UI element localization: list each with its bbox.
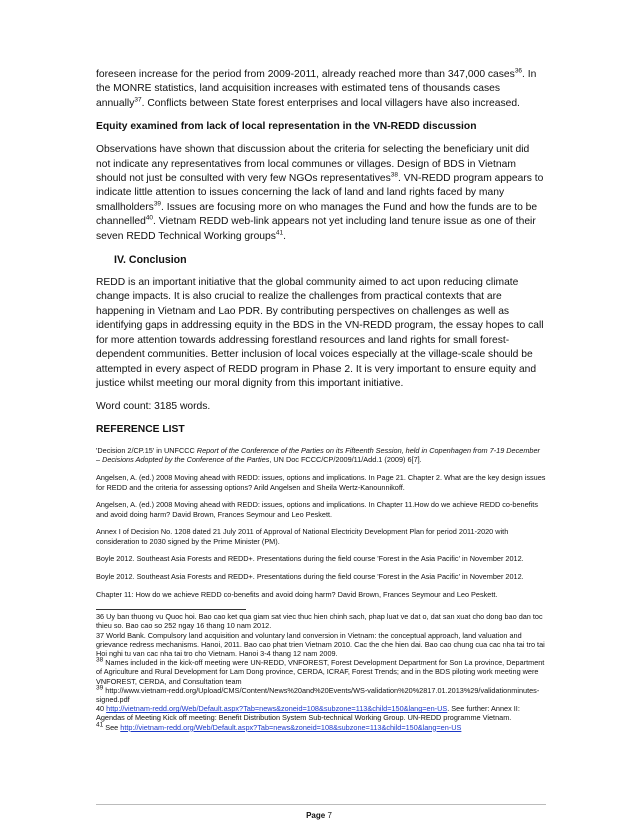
text: . Issues are focusing more on who manages the Fund and how the funds are to be channelled (96, 201, 538, 228)
footnote-ref[interactable]: 36 (514, 67, 523, 75)
section-heading-conclusion: IV. Conclusion (114, 254, 187, 267)
footnote-separator (96, 609, 246, 610)
footer-divider (96, 804, 546, 805)
footnote-number: 38 (96, 656, 104, 664)
reference-item: Chapter 11: How do we achieve REDD co-benefits and avoid doing harm? David Brown, Frances Seymour and Leo Peskett. (96, 589, 498, 599)
document-page (96, 68, 546, 732)
footnote-ref[interactable]: 41 (275, 229, 284, 237)
text: . See further: Annex II: Agendas of Meeting Kick off meeting: Benefit Distribution System Sub-technical Working Group. UN-REDD programme Vietnam. (96, 704, 520, 723)
footnote-37: 37 World Bank. Compulsory land acquisition and voluntary land conversion in Vietnam: the conceptual approach, land valuation and grievance redress mechanisms. Hanoi, 2011. Bao cao phat trien Vietnam 2010. Cac the che hien dai. Bao cao chung cua cac nha tai tro tai Hoi nghi tu van cac nha tai tro cho Vietnam. Hanoi 3-4 thang 12 nam 2009. (96, 630, 545, 659)
text: Report of the Conference of the Parties on its Fifteenth Session, held in Copenhagen from 7-19 December – Decisions Adopted by the Conference of the Parties (96, 445, 540, 465)
text: foreseen increase for the period from 2009-2011, already reached more than 347,000 cases (96, 69, 515, 80)
reference-list-heading: REFERENCE LIST (96, 423, 185, 435)
footnote-link[interactable]: http://vietnam-redd.org/Web/Default.aspx?Tab=news&zoneid=108&subzone=113&child=150&lang=en-US (120, 722, 462, 732)
text: Names included in the kick-off meeting were UN-REDD, VNFOREST, Forest Development Department for Son La province, Department of Agriculture and Rural Development for Lam Dong province, CERDA, ICRAF, Forest Trends; and in the BDS piloting work meeting were VNFOREST, CERDA, and Consultation team (96, 658, 545, 686)
paragraph-land-acquisition (96, 68, 546, 111)
page-number: 7 (327, 811, 332, 820)
text: . In the MONRE statistics, land acquisition increases with estimated tens of thousands cases annually (96, 69, 537, 109)
footnote-link[interactable]: http://vietnam-redd.org/Web/Default.aspx?Tab=news&zoneid=108&subzone=113&child=150&lang=en-US (106, 704, 448, 714)
text: http://www.vietnam-redd.org/Upload/CMS/Content/News%20and%20Events/WS-validation%20%2817.01.2013%29/validationminutes-signed.pdf (96, 685, 540, 705)
text: , UN Doc FCCC/CP/2009/11/Add.1 (2009) 6[7]. (269, 455, 422, 465)
reference-item (96, 446, 546, 465)
footnote-36: 36 Uy ban thuong vu Quoc hoi. Bao cao ket qua giam sat viec thuc hien chinh sach, phap luat ve dat o, dat san xuat cho dong bao dan toc thieu so. Bao cao so 252 ngay 16 thang 10 nam 2012. (96, 612, 543, 631)
paragraph-conclusion: REDD is an important initiative that the global community aimed to act upon reducing climate change impacts. It is also crucial to realize the challenges from practical contexts that are happening in Vietnam and Lao PDR. By contributing perspectives on challenges as well as identifying gaps in addressing equity in the BDS in the VN-REDD program, the essay hopes to call for more attention towards addressing forestland resources and land rights for small forest-dependent communities. Better inclusion of local voices especially at the village-scale should be attempted in every aspect of REDD program in Phase 2. It is very important to ensure equity and justice whilst meeting our moral dignity from this important initiative. (96, 277, 544, 389)
reference-item: Angelsen, A. (ed.) 2008 Moving ahead with REDD: issues, options and implications. In Page 21. Chapter 2. What are the key design issues for REDD and the criteria for assessing options? Arild Angelsen and Sheila Wertz-Kanounnikoff. (96, 472, 546, 492)
section-heading-equity: Equity examined from lack of local representation in the VN-REDD discussion (96, 121, 477, 133)
text: See (103, 722, 121, 732)
reference-item: Annex I of Decision No. 1208 dated 21 July 2011 of Approval of National Electricity Development Plan for period 2011-2020 with consideration to 2030 signed by the Prime Minister (PM). (96, 527, 509, 546)
footnote-ref[interactable]: 37 (134, 96, 142, 104)
text: . (283, 230, 287, 242)
text: Observations have shown that discussion about the criteria for selecting the beneficiary unit did not indicate any representatives from local communes or villages. Design of BDS in Vietnam should not just be consulted with very few NGOs representatives (96, 144, 530, 185)
footnote-ref[interactable]: 38 (390, 171, 398, 179)
text: . Vietnam REDD web-link appears not yet including land tenure issue as one of their seven REDD Technical Working groups (96, 216, 536, 242)
footnote-38 (96, 658, 546, 686)
reference-item: Angelsen, A. (ed.) 2008 Moving ahead with REDD: issues, options and implications. In Chapter 11.How do we achieve REDD co-benefits and avoid doing harm? David Brown, Frances Seymour and Leo Peskett. (96, 500, 538, 519)
footnote-39 (96, 686, 546, 704)
reference-item: Boyle 2012. Southeast Asia Forests and REDD+. Presentations during the field course 'Forest in the Asia Pacific' in November 2012. (96, 554, 524, 564)
footnote-number: 39 (96, 684, 104, 692)
paragraph-equity (96, 143, 546, 244)
page-label: Page (306, 811, 326, 820)
text: 40 (96, 704, 107, 714)
footnote-number: 41 (96, 721, 104, 729)
text: . Conflicts between State forest enterprises and local villagers have also increased. (141, 97, 520, 109)
footnote-41 (96, 723, 546, 732)
text: . VN-REDD program appears to indicate little attention to issues concerning the lack of land and land rights faced by many smallholders (96, 173, 544, 213)
reference-item: Boyle 2012. Southeast Asia Forests and REDD+. Presentations during the field course 'Forest in the Asia Pacific' in November 2012. (96, 572, 524, 582)
footnote-40 (96, 704, 546, 722)
text: 'Decision 2/CP.15' in UNFCCC (96, 445, 197, 455)
footnote-ref[interactable]: 40 (145, 214, 154, 222)
word-count: Word count: 3185 words. (96, 401, 211, 413)
footnote-ref[interactable]: 39 (153, 200, 162, 208)
page-footer (0, 811, 638, 820)
